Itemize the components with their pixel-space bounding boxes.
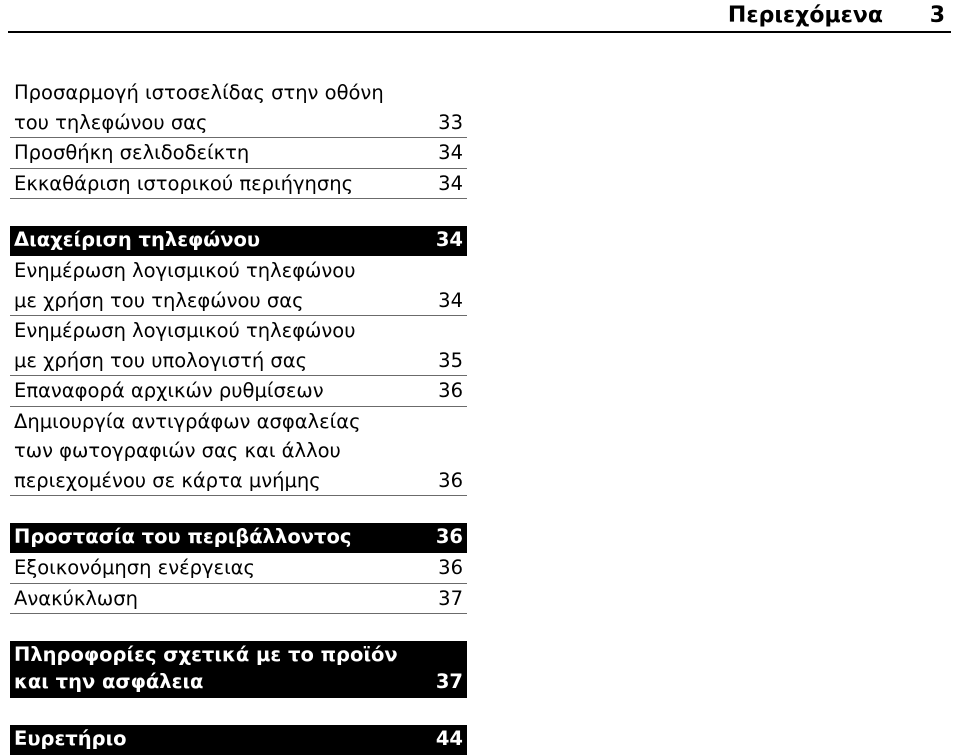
toc-entry-title: Εξοικονόμηση ενέργειας (14, 556, 255, 579)
toc-heading-title: Πληροφορίες σχετικά με το προϊόν και την ασφάλεια (14, 643, 398, 693)
toc-entry-page: 34 (438, 141, 463, 164)
toc-entry-page: 33 (438, 110, 463, 134)
toc-entry-page: 34 (438, 288, 463, 312)
page-header (0, 0, 959, 34)
toc-section-product-safety (10, 641, 467, 698)
toc-heading-title: Προστασία του περιβάλλοντος (14, 525, 352, 548)
toc-heading[interactable] (10, 725, 467, 755)
toc-heading-page: 36 (435, 525, 463, 548)
toc-heading[interactable] (10, 226, 467, 256)
toc-entry[interactable] (10, 316, 467, 376)
toc-entry-title: Ενημέρωση λογισμικού τηλεφώνου με χρήση του υπολογιστή σας (14, 319, 356, 372)
toc-entry-page: 36 (438, 556, 463, 579)
toc-heading-page: 44 (435, 727, 463, 750)
toc-entry[interactable] (10, 376, 467, 407)
header-title: Περιεχόμενα (727, 3, 883, 28)
toc-entry[interactable] (10, 256, 467, 316)
header-rule (8, 31, 951, 33)
toc-entry[interactable] (10, 553, 467, 584)
header-page-number: 3 (929, 3, 945, 28)
toc-entry-title: Επαναφορά αρχικών ρυθμίσεων (14, 379, 324, 402)
toc-entry-title: Δημιουργία αντιγράφων ασφαλείας των φωτογραφιών σας και άλλου περιεχομένου σε κάρτα μνήμης (14, 409, 361, 492)
toc-entry-title: Εκκαθάριση ιστορικού περιήγησης (14, 171, 354, 195)
toc-entry-page: 36 (438, 468, 463, 492)
toc-entry[interactable] (10, 169, 467, 200)
toc-entry-title: Προσθήκη σελιδοδείκτη (14, 141, 250, 164)
toc-heading[interactable] (10, 523, 467, 553)
toc-entry-title: Ανακύκλωση (14, 586, 138, 610)
table-of-contents (10, 78, 467, 755)
toc-entry[interactable] (10, 407, 467, 497)
toc-heading-page: 34 (435, 228, 463, 251)
toc-heading-title: Ευρετήριο (14, 727, 127, 750)
toc-entry-page: 35 (438, 348, 463, 372)
toc-entry[interactable] (10, 584, 467, 615)
toc-entry-page: 36 (438, 379, 463, 402)
toc-entry-page: 37 (438, 586, 463, 610)
toc-entry-title: Ενημέρωση λογισμικού τηλεφώνου με χρήση του τηλεφώνου σας (14, 259, 356, 312)
toc-section-environment (10, 523, 467, 614)
toc-heading-page: 37 (435, 670, 463, 693)
toc-heading-title: Διαχείριση τηλεφώνου (14, 228, 261, 251)
toc-entry-title: Προσαρμογή ιστοσελίδας στην οθόνη του τηλεφώνου σας (14, 81, 384, 134)
toc-entry[interactable] (10, 78, 467, 138)
toc-section-index (10, 725, 467, 755)
toc-section-browser (10, 78, 467, 199)
toc-entry[interactable] (10, 138, 467, 169)
toc-entry-page: 34 (438, 171, 463, 195)
toc-section-phone-management (10, 226, 467, 496)
toc-heading[interactable] (10, 641, 467, 698)
